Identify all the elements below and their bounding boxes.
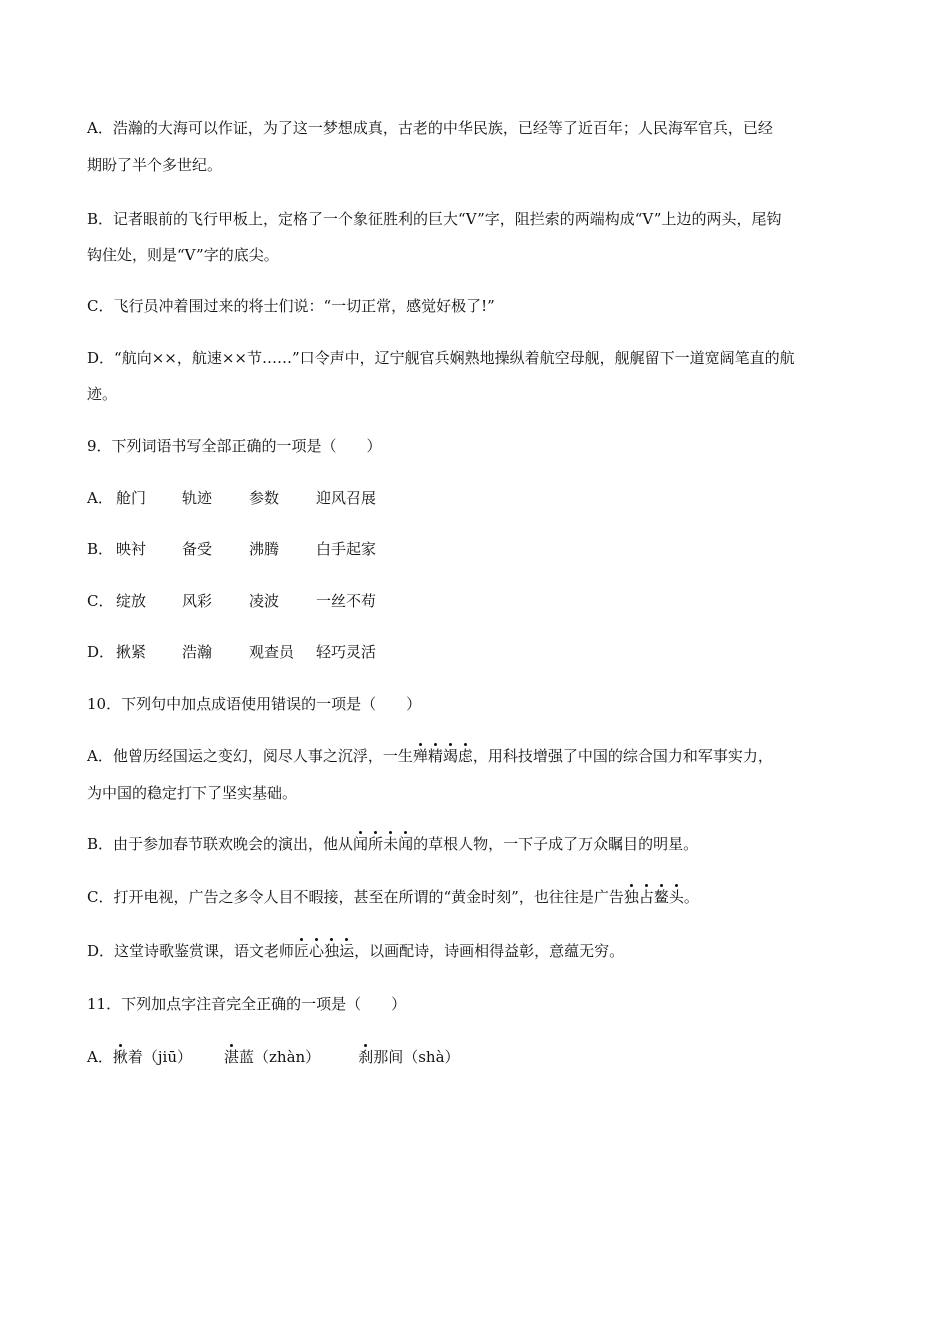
dotted-char: 独 (324, 942, 340, 960)
option-label: B． (87, 540, 114, 558)
word: 凌波 (249, 592, 280, 610)
word: 迎风召展 (316, 489, 377, 507)
dotted-char: 匠 (294, 942, 310, 960)
text: A．他曾历经国运之变幻，阅尽人事之沉浮，一生 (87, 747, 413, 765)
q11-stem: 11．下列加点字注音完全正确的一项是（ ） (87, 995, 407, 1013)
q10-option-a-line2: 为中国的稳定打下了坚实基础。 (87, 784, 298, 802)
q10-stem: 10．下列句中加点成语使用错误的一项是（ ） (87, 695, 422, 713)
q9-option-c (87, 591, 376, 611)
word: 揪紧 (116, 643, 147, 661)
word: 舱门 (116, 489, 147, 507)
q11-option-a (87, 1047, 460, 1067)
dotted-char: 占 (638, 888, 654, 906)
q9-option-b (87, 539, 376, 559)
word: 沸腾 (249, 540, 280, 558)
dotted-char: 运 (339, 942, 355, 960)
text: 那间 (373, 1048, 404, 1066)
text: ，用科技增强了中国的综合国力和军事实力， (472, 747, 773, 765)
word: 一丝不苟 (316, 592, 377, 610)
q8-option-a-line1: A．浩瀚的大海可以作证，为了这一梦想成真，古老的中华民族，已经等了近百年；人民海军官兵，已经 (87, 119, 773, 137)
word: 备受 (182, 540, 213, 558)
text: 的草根人物，一下子成了万众瞩目的明星。 (413, 835, 699, 853)
text: B．由于参加春节联欢晚会的演出，他从 (87, 835, 354, 853)
text: 蓝 (239, 1048, 255, 1066)
word: 映衬 (116, 540, 147, 558)
q8-option-b-line2: 钩住处，则是“V”字的底尖。 (87, 246, 279, 264)
dotted-char: 鳌 (653, 888, 669, 906)
text: C．打开电视，广告之多令人目不暇接，甚至在所谓的“黄金时刻”，也往往是广告 (87, 888, 624, 906)
dotted-char: 闻 (353, 835, 369, 853)
text: ，以画配诗，诗画相得益彰，意蕴无穷。 (354, 942, 625, 960)
option-label: C． (87, 592, 114, 610)
word: 风彩 (182, 592, 213, 610)
q10-option-d (87, 941, 624, 961)
q8-option-d-line2: 迹。 (87, 385, 118, 403)
q8-option-b-line1: B．记者眼前的飞行甲板上，定格了一个象征胜利的巨大“V”字，阻拦索的两端构成“V”上边的两头，尾钩 (87, 210, 782, 228)
text: 着 (127, 1048, 143, 1066)
word: 白手起家 (316, 540, 377, 558)
word: 观查员 (249, 643, 295, 661)
pinyin: （shà） (403, 1048, 460, 1066)
word: 轨迹 (182, 489, 213, 507)
q9-option-a (87, 488, 376, 508)
q10-option-a-line1 (87, 746, 773, 766)
option-label: A． (87, 1048, 113, 1066)
q9-stem: 9．下列词语书写全部正确的一项是（ ） (87, 437, 382, 455)
word: 浩瀚 (182, 643, 213, 661)
dotted-char: 未 (383, 835, 399, 853)
dotted-char: 所 (368, 835, 384, 853)
dotted-char: 揪 (112, 1048, 128, 1066)
dotted-char: 头 (668, 888, 684, 906)
text: 。 (683, 888, 699, 906)
dotted-char: 殚 (412, 747, 428, 765)
q10-option-c (87, 887, 699, 907)
dotted-char: 竭 (442, 747, 458, 765)
q10-option-b (87, 834, 698, 854)
text: D．这堂诗歌鉴赏课，语文老师 (87, 942, 295, 960)
q8-option-d-line1: D．“航向××，航速××节……”口令声中，辽宁舰官兵娴熟地操纵着航空母舰，舰艉留下一道宽阔笔直的航 (87, 349, 795, 367)
word: 参数 (249, 489, 280, 507)
word: 轻巧灵活 (316, 643, 377, 661)
option-label: D． (87, 643, 115, 661)
dotted-char: 心 (309, 942, 325, 960)
option-label: A． (87, 489, 113, 507)
dotted-char: 独 (623, 888, 639, 906)
dotted-char: 湛 (223, 1048, 239, 1066)
pinyin: （jiū） (142, 1048, 192, 1066)
q9-option-d (87, 642, 376, 662)
pinyin: （zhàn） (254, 1048, 321, 1066)
q8-option-c-line1: C．飞行员冲着围过来的将士们说：“一切正常，感觉好极了!” (87, 297, 495, 315)
dotted-char: 虑 (457, 747, 473, 765)
dotted-char: 精 (427, 747, 443, 765)
q8-option-a-line2: 期盼了半个多世纪。 (87, 156, 223, 174)
dotted-char: 刹 (358, 1048, 374, 1066)
word: 绽放 (116, 592, 147, 610)
dotted-char: 闻 (398, 835, 414, 853)
